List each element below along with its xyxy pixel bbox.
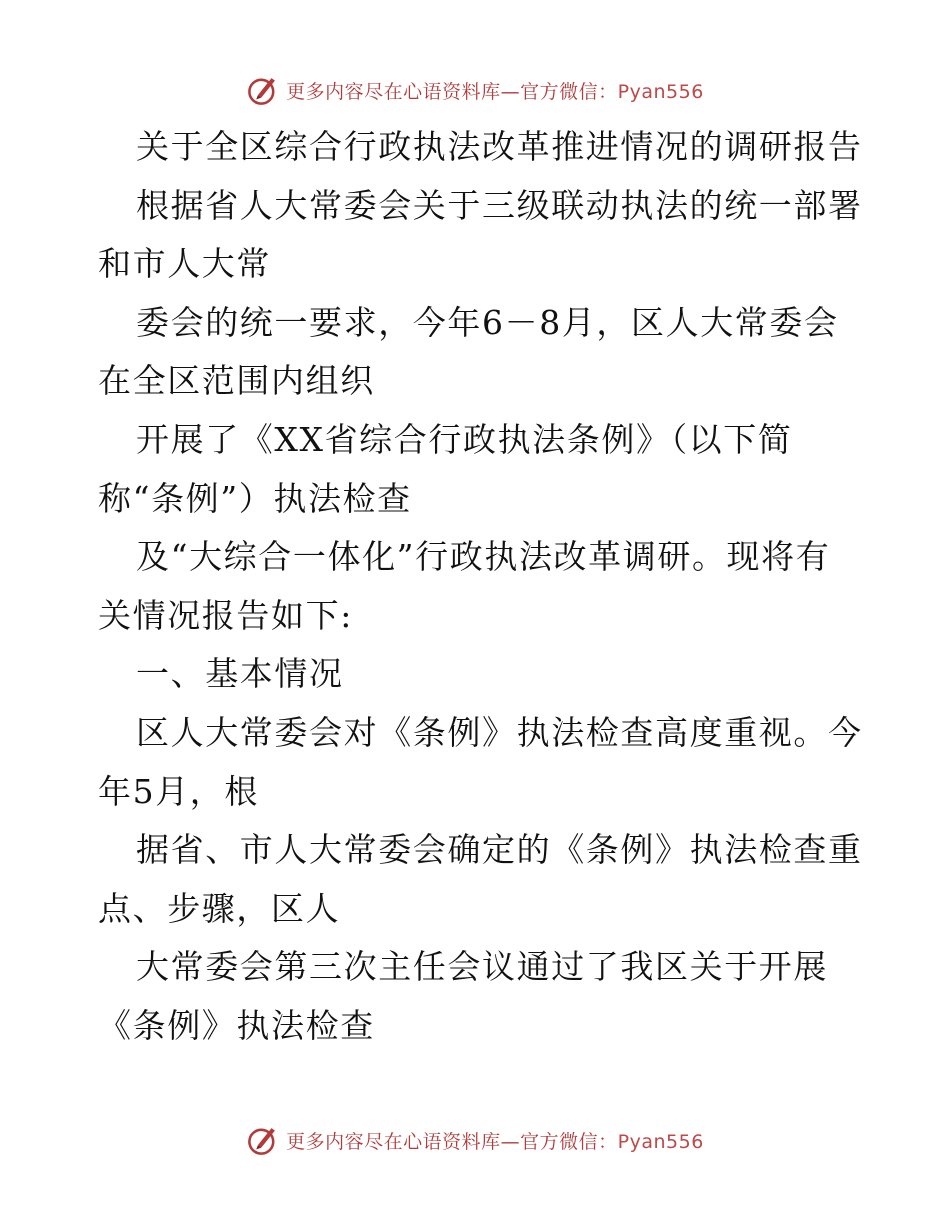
paragraph-line: 关情况报告如下: — [98, 595, 353, 635]
paragraph-line: 委会的统一要求，今年6－8月，区人大常委会 — [136, 302, 839, 342]
paragraph-line: 点、步骤，区人 — [98, 888, 341, 928]
paragraph-line: 大常委会第三次主任会议通过了我区关于开展 — [136, 947, 828, 987]
section-heading: 一、基本情况 — [136, 654, 344, 694]
paragraph-line: 根据省人大常委会关于三级联动执法的统一部署 — [136, 185, 863, 225]
paragraph-line: 《条例》执法检查 — [98, 1005, 375, 1045]
paragraph-line: 和市人大常 — [98, 244, 271, 284]
quill-pen-logo-icon — [246, 1123, 280, 1157]
paragraph-line: 区人大常委会对《条例》执法检查高度重视。今 — [136, 712, 863, 752]
watermark-header — [0, 70, 950, 110]
watermark-footer — [0, 1120, 950, 1160]
paragraph-line: 在全区范围内组织 — [98, 361, 375, 401]
paragraph-line: 开展了《XX省综合行政执法条例》（以下简 — [136, 419, 793, 459]
paragraph-line: 据省、市人大常委会确定的《条例》执法检查重 — [136, 830, 863, 870]
doc-title: 关于全区综合行政执法改革推进情况的调研报告 — [136, 127, 863, 166]
paragraph-line: 及“大综合一体化”行政执法改革调研。现将有 — [136, 537, 831, 577]
quill-pen-logo-icon — [246, 73, 280, 107]
watermark-text: 更多内容尽在心语资料库—官方微信：Pyan556 — [286, 80, 704, 103]
watermark-text: 更多内容尽在心语资料库—官方微信：Pyan556 — [286, 1130, 704, 1153]
paragraph-line: 称“条例”）执法检查 — [98, 478, 412, 518]
document-body — [98, 118, 863, 1056]
paragraph-line: 年5月，根 — [98, 771, 259, 811]
